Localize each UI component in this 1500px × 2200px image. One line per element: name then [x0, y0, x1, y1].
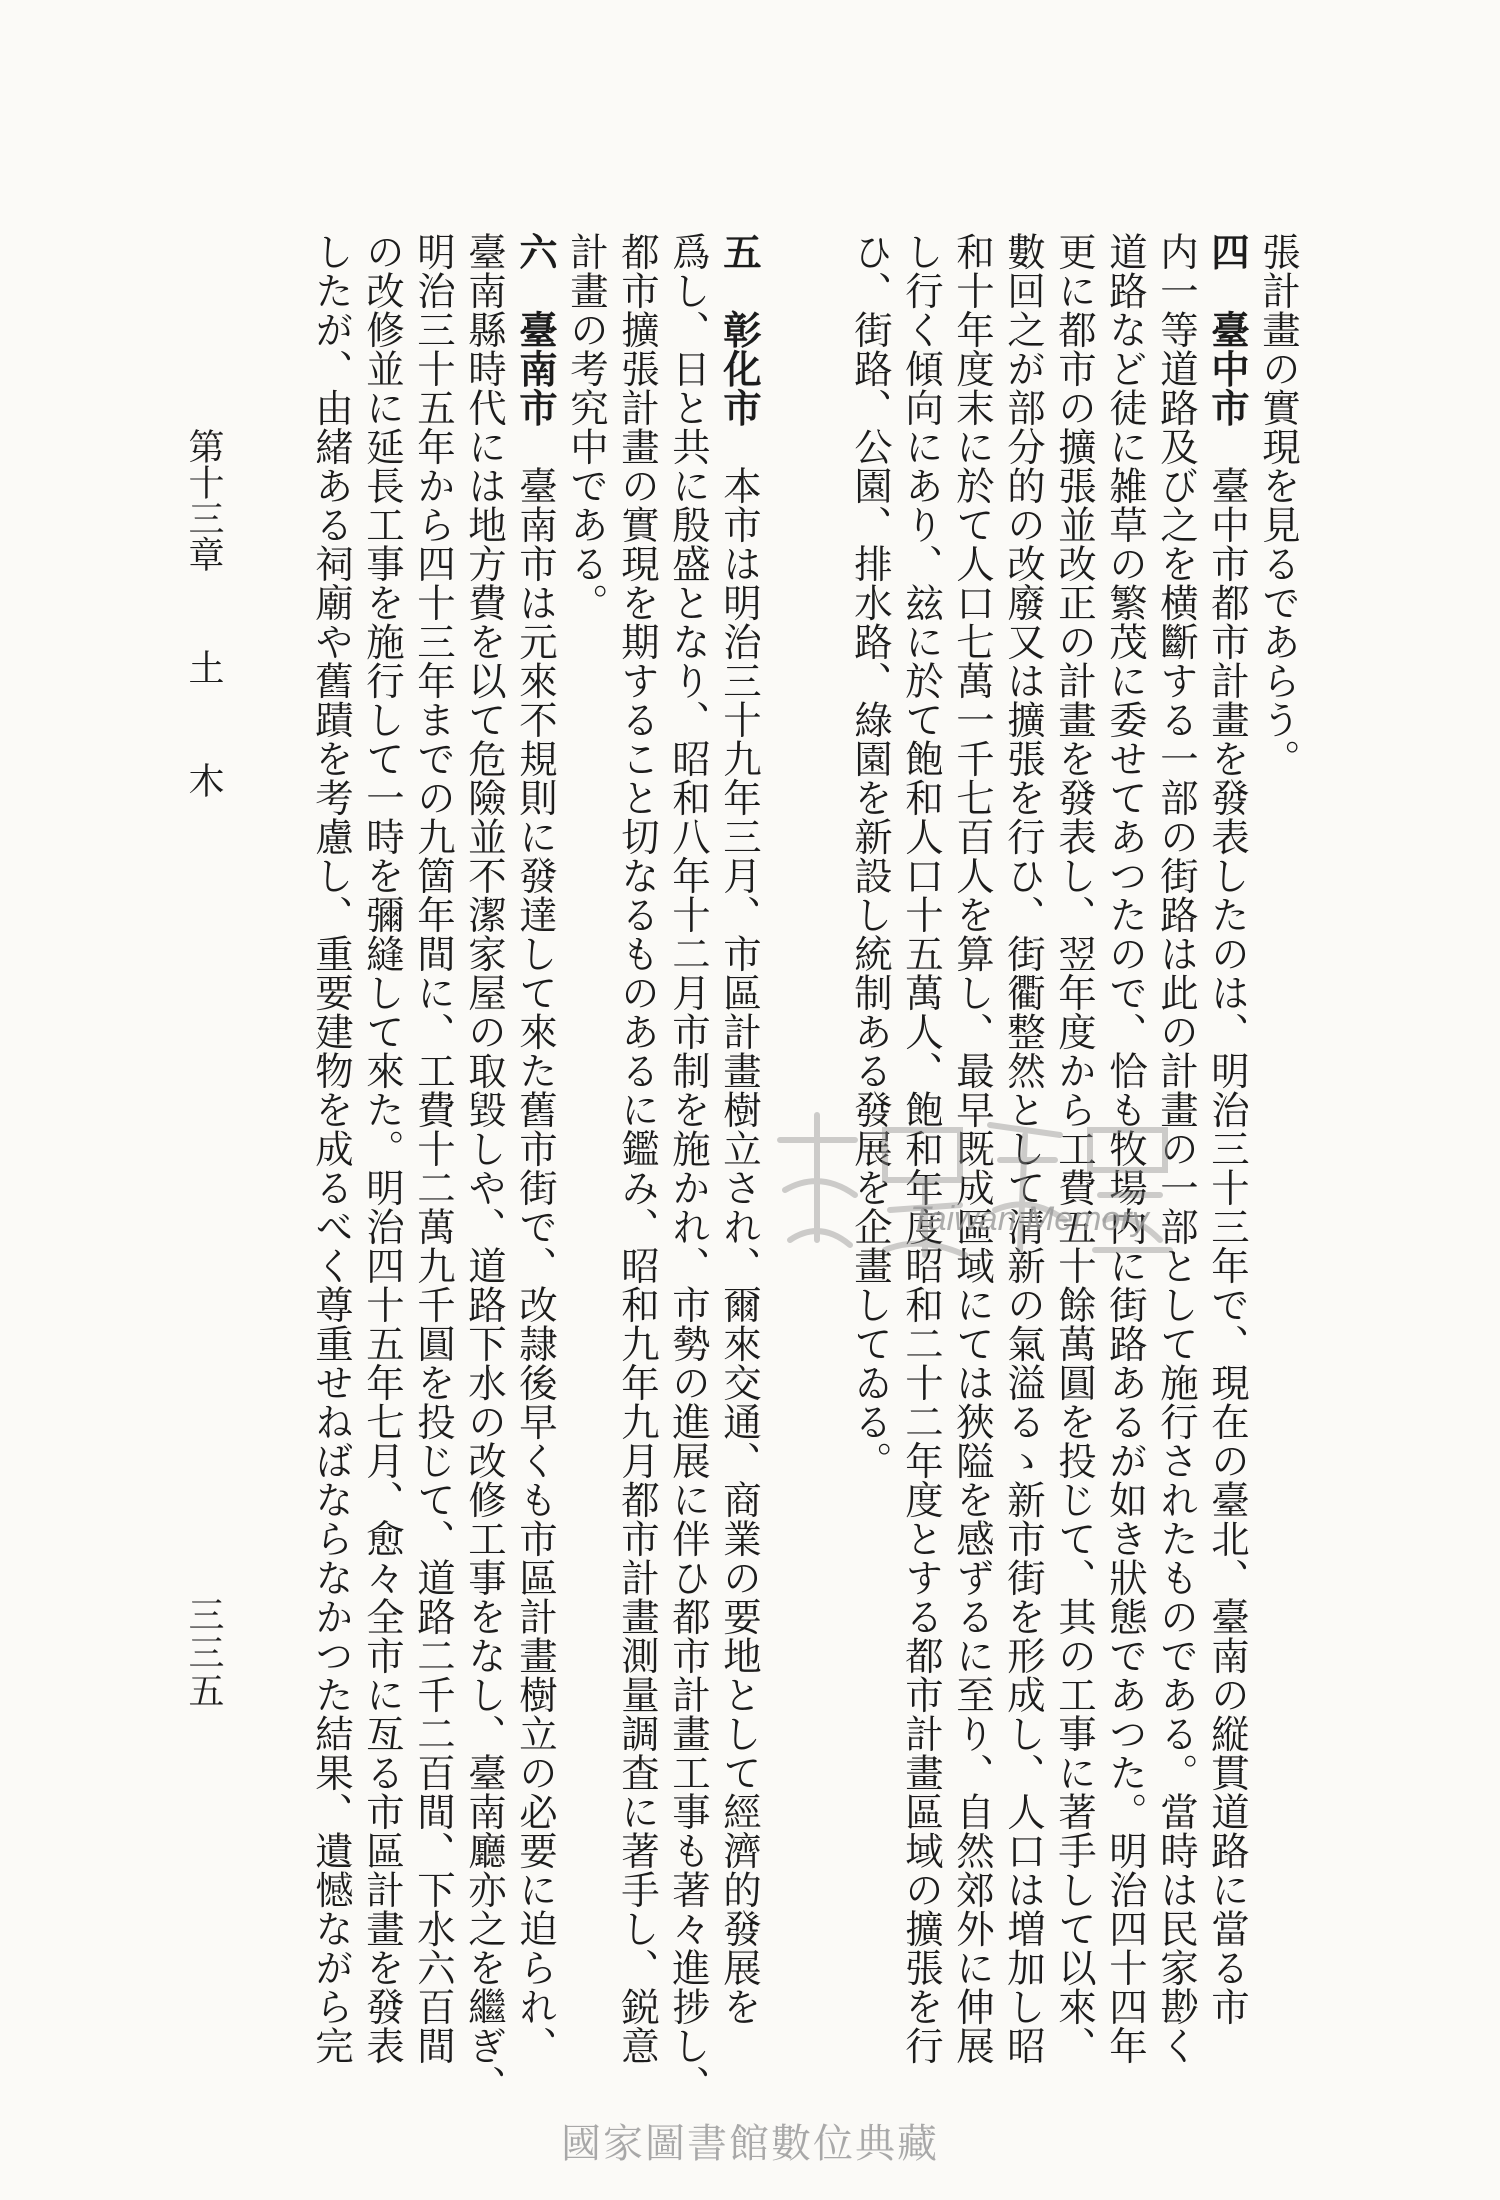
taiwan-memory-watermark-text: Taiwan Memory — [910, 1200, 1149, 1238]
column-text: 内一等道路及び之を横斷する一部の街路は此の計畫の一部として施行されたものである。當時は民家尠く — [1153, 232, 1198, 2065]
column-text: 張計畫の實現を見るであらう。 — [1255, 232, 1300, 778]
column-text: ひ、街路、公園、排水路、綠園を新設し統制ある發展を企畫してゐる。 — [847, 232, 892, 1480]
column-text: 更に都市の擴張並改正の計畫を發表し、翌年度から工費五十餘萬圓を投じて、其の工事に著手して以來、 — [1051, 232, 1096, 2065]
column-text: 道路など徒に雑草の繁茂に委せてあつたので、恰も牧場内に街路あるが如き狀態であつた。明治四十四年 — [1102, 232, 1147, 2065]
column-text: したが、由緒ある祠廟や舊蹟を考慮し、重要建物を成るべく尊重せねばならなかつた結果、遺憾ながら完 — [308, 232, 353, 2065]
body-column-8 — [844, 232, 894, 1480]
section-heading: 臺中市 — [1204, 310, 1249, 427]
running-title — [178, 428, 228, 798]
column-text: 計畫の考究中である。 — [563, 232, 608, 622]
section-heading: 彰化市 — [716, 310, 761, 427]
column-text: の改修並に延長工事を施行して一時を彌縫して來た。明治四十五年七月、愈々全市に亙る市區計畫を發表 — [359, 232, 404, 2065]
page-number: 三三五 — [183, 1596, 224, 1710]
body-column-10 — [662, 232, 712, 2104]
body-column-16 — [356, 232, 406, 2065]
body-column-13 — [509, 232, 559, 2065]
column-text: 數回之が部分的の改廢又は擴張を行ひ、街衢整然として清新の氣溢るゝ新市街を形成し、人口は増加し昭 — [1000, 232, 1045, 2065]
section-number: 五 — [716, 232, 761, 271]
column-text: 臺南市は元來不規則に發達して來た舊市街で、改隷後早くも市區計畫樹立の必要に迫られ、 — [512, 466, 557, 2065]
section-heading: 臺南市 — [512, 310, 557, 427]
body-column-15 — [407, 232, 457, 2065]
column-text: 臺中市都市計畫を發表したのは、明治三十三年で、現在の臺北、臺南の縦貫道路に當る市 — [1204, 466, 1249, 2026]
body-column-14 — [458, 232, 508, 2104]
section-number: 四 — [1204, 232, 1249, 271]
column-text: 本市は明治三十九年三月、市區計畫樹立され、爾來交通、商業の要地として經濟的發展を — [716, 466, 761, 2026]
column-text: 明治三十五年から四十三年までの九箇年間に、工費十二萬九千圓を投じて、道路二千二百間、下水六百間 — [410, 232, 455, 2065]
taiwan-memory-watermark-logo — [760, 1100, 1190, 1270]
body-column-11 — [611, 232, 661, 2065]
library-caption: 國家圖書館數位典藏 — [561, 2121, 939, 2167]
body-column-0 — [1252, 232, 1302, 778]
chapter-word-b: 木 — [183, 762, 224, 798]
body-column-1 — [1201, 232, 1251, 2026]
column-text: 臺南縣時代には地方費を以て危險並不潔家屋の取毀しや、道路下水の改修工事をなし、臺南廳亦之を繼ぎ、 — [461, 232, 506, 2104]
section-number: 六 — [512, 232, 557, 271]
body-column-17 — [305, 232, 355, 2065]
column-text: 爲し、日と共に殷盛となり、昭和八年十二月市制を施かれ、市勢の進展に伴ひ都市計畫工事も著々進捗し、 — [665, 232, 710, 2104]
column-text: 都市擴張計畫の實現を期すること切なるものあるに鑑み、昭和九年九月都市計畫測量調査に著手し、鋭意 — [614, 232, 659, 2065]
body-column-9 — [713, 232, 763, 2026]
chapter-label: 第十三章 — [183, 428, 224, 572]
body-column-12 — [560, 232, 610, 622]
column-text: し行く傾向にあり、玆に於て飽和人口十五萬人、飽和年度昭和二十二年度とする都市計畫區域の擴張を行 — [898, 232, 943, 2065]
column-text: 和十年度末に於て人口七萬一千七百人を算し、最早既成區域にては狹隘を感ずるに至り、自然郊外に伸展 — [949, 232, 994, 2065]
chapter-word-a: 土 — [183, 649, 224, 685]
